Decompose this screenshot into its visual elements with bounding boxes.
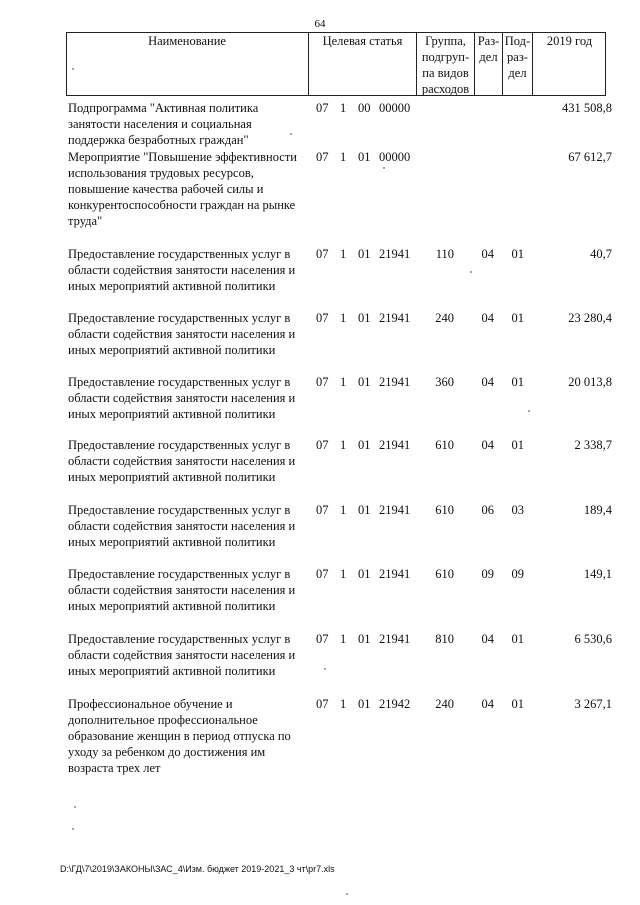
row-cs-subprogram: 1 [340, 632, 347, 646]
header-group-line: па видов [422, 66, 469, 80]
row-cs-activity: 01 [358, 247, 371, 261]
row-cs-program: 07 [316, 311, 329, 325]
row-cs-program: 07 [316, 247, 329, 261]
row-amount: 67 612,7 [568, 150, 612, 164]
header-name-label: Наименование [148, 34, 226, 48]
row-group: 610 [435, 567, 454, 581]
header-group-line: расходов [421, 82, 470, 96]
row-subsection: 01 [511, 632, 524, 646]
row-group: 240 [435, 311, 454, 325]
file-path-footer: D:\ГД\7\2019\ЗАКОНЫ\ЗАС_4\Изм. бюджет 2019-2021_3 чт\pr7.xls [60, 864, 335, 874]
header-year-label: 2019 год [546, 34, 593, 48]
row-cs-subprogram: 1 [340, 247, 347, 261]
scan-speck [346, 893, 348, 895]
header-group-line: Группа, [425, 34, 466, 48]
header-name [66, 32, 308, 96]
row-subsection: 03 [511, 503, 524, 517]
header-section-line: Раз- [477, 34, 500, 48]
header-subsection [502, 32, 532, 96]
page-number: 64 [314, 18, 326, 30]
row-cs-direction: 21941 [379, 567, 411, 581]
row-cs-activity: 01 [358, 697, 371, 711]
row-section: 09 [481, 567, 494, 581]
row-cs-direction: 21941 [379, 375, 411, 389]
row-amount: 149,1 [583, 567, 612, 581]
row-cs-activity: 01 [358, 150, 371, 164]
row-name: Предоставление государственных услуг в области содействия занятости населения и иных мероприятий активной политики [68, 311, 296, 357]
row-amount: 40,7 [590, 247, 612, 261]
header-subsection-line: дел [508, 66, 527, 80]
row-cs-activity: 01 [358, 567, 371, 581]
row-cs-activity: 00 [358, 101, 371, 115]
row-name: Предоставление государственных услуг в области содействия занятости населения и иных мероприятий активной политики [68, 438, 296, 484]
scan-speck [324, 668, 326, 670]
scan-speck [528, 410, 530, 412]
scan-speck [470, 271, 472, 273]
row-name: Предоставление государственных услуг в области содействия занятости населения и иных мероприятий активной политики [68, 247, 296, 293]
row-cs-direction: 21942 [379, 697, 411, 711]
row-cs-direction: 21941 [379, 311, 411, 325]
row-cs-direction: 21941 [379, 438, 411, 452]
row-cs-program: 07 [316, 101, 329, 115]
row-cs-program: 07 [316, 438, 329, 452]
row-cs-direction: 21941 [379, 503, 411, 517]
row-subsection: 01 [511, 697, 524, 711]
row-name: Профессиональное обучение и дополнительное профессиональное образование женщин в период отпуска по уходу за ребенком до достижения им возраста трех лет [68, 697, 291, 775]
row-amount: 23 280,4 [568, 311, 612, 325]
row-subsection: 01 [511, 375, 524, 389]
header-year [532, 32, 606, 96]
row-amount: 431 508,8 [562, 101, 612, 115]
row-cs-program: 07 [316, 697, 329, 711]
scan-speck [290, 133, 292, 135]
row-group: 240 [435, 697, 454, 711]
row-subsection: 01 [511, 311, 524, 325]
row-cs-subprogram: 1 [340, 697, 347, 711]
row-cs-subprogram: 1 [340, 375, 347, 389]
header-section [474, 32, 502, 96]
header-target-article-label: Целевая статья [322, 34, 403, 48]
row-cs-program: 07 [316, 375, 329, 389]
row-section: 04 [481, 311, 494, 325]
row-amount: 20 013,8 [568, 375, 612, 389]
row-cs-subprogram: 1 [340, 567, 347, 581]
scan-speck [72, 68, 74, 70]
row-section: 04 [481, 632, 494, 646]
row-amount: 189,4 [583, 503, 612, 517]
row-subsection: 01 [511, 247, 524, 261]
scan-speck [383, 167, 385, 169]
row-group: 610 [435, 438, 454, 452]
row-cs-direction: 00000 [379, 101, 411, 115]
row-name: Подпрограмма "Активная политика занятости населения и социальная поддержка безработных граждан" [68, 101, 259, 147]
row-subsection: 09 [511, 567, 524, 581]
row-cs-program: 07 [316, 632, 329, 646]
row-section: 06 [481, 503, 494, 517]
row-group: 360 [435, 375, 454, 389]
row-section: 04 [481, 697, 494, 711]
row-name: Предоставление государственных услуг в области содействия занятости населения и иных мероприятий активной политики [68, 632, 296, 678]
row-cs-subprogram: 1 [340, 438, 347, 452]
row-name: Предоставление государственных услуг в области содействия занятости населения и иных мероприятий активной политики [68, 375, 296, 421]
row-name: Мероприятие "Повышение эффективности использования трудовых ресурсов, повышение качества рабочей силы и конкурентоспособности граждан на рынке труда" [68, 150, 297, 228]
row-group: 810 [435, 632, 454, 646]
header-subsection-line: Под- [504, 34, 531, 48]
row-cs-direction: 21941 [379, 632, 411, 646]
row-cs-subprogram: 1 [340, 101, 347, 115]
row-amount: 2 338,7 [574, 438, 612, 452]
row-amount: 6 530,6 [574, 632, 612, 646]
row-cs-activity: 01 [358, 375, 371, 389]
header-section-line: дел [479, 50, 498, 64]
row-group: 110 [435, 247, 454, 261]
row-cs-subprogram: 1 [340, 503, 347, 517]
row-section: 04 [481, 247, 494, 261]
row-section: 04 [481, 375, 494, 389]
row-subsection: 01 [511, 438, 524, 452]
row-section: 04 [481, 438, 494, 452]
row-cs-subprogram: 1 [340, 150, 347, 164]
row-cs-program: 07 [316, 150, 329, 164]
row-cs-activity: 01 [358, 632, 371, 646]
row-cs-direction: 21941 [379, 247, 411, 261]
header-target-article [308, 32, 416, 96]
row-cs-activity: 01 [358, 311, 371, 325]
row-cs-program: 07 [316, 503, 329, 517]
table-header [66, 32, 606, 98]
row-cs-activity: 01 [358, 438, 371, 452]
row-name: Предоставление государственных услуг в области содействия занятости населения и иных мероприятий активной политики [68, 503, 296, 549]
row-name: Предоставление государственных услуг в области содействия занятости населения и иных мероприятий активной политики [68, 567, 296, 613]
header-subsection-line: раз- [507, 50, 528, 64]
header-group [416, 32, 474, 96]
row-cs-subprogram: 1 [340, 311, 347, 325]
row-cs-direction: 00000 [379, 150, 411, 164]
row-group: 610 [435, 503, 454, 517]
row-amount: 3 267,1 [574, 697, 612, 711]
row-cs-activity: 01 [358, 503, 371, 517]
scan-speck [72, 828, 74, 830]
scan-speck [74, 806, 76, 808]
row-cs-program: 07 [316, 567, 329, 581]
header-group-line: подгруп- [421, 50, 470, 64]
